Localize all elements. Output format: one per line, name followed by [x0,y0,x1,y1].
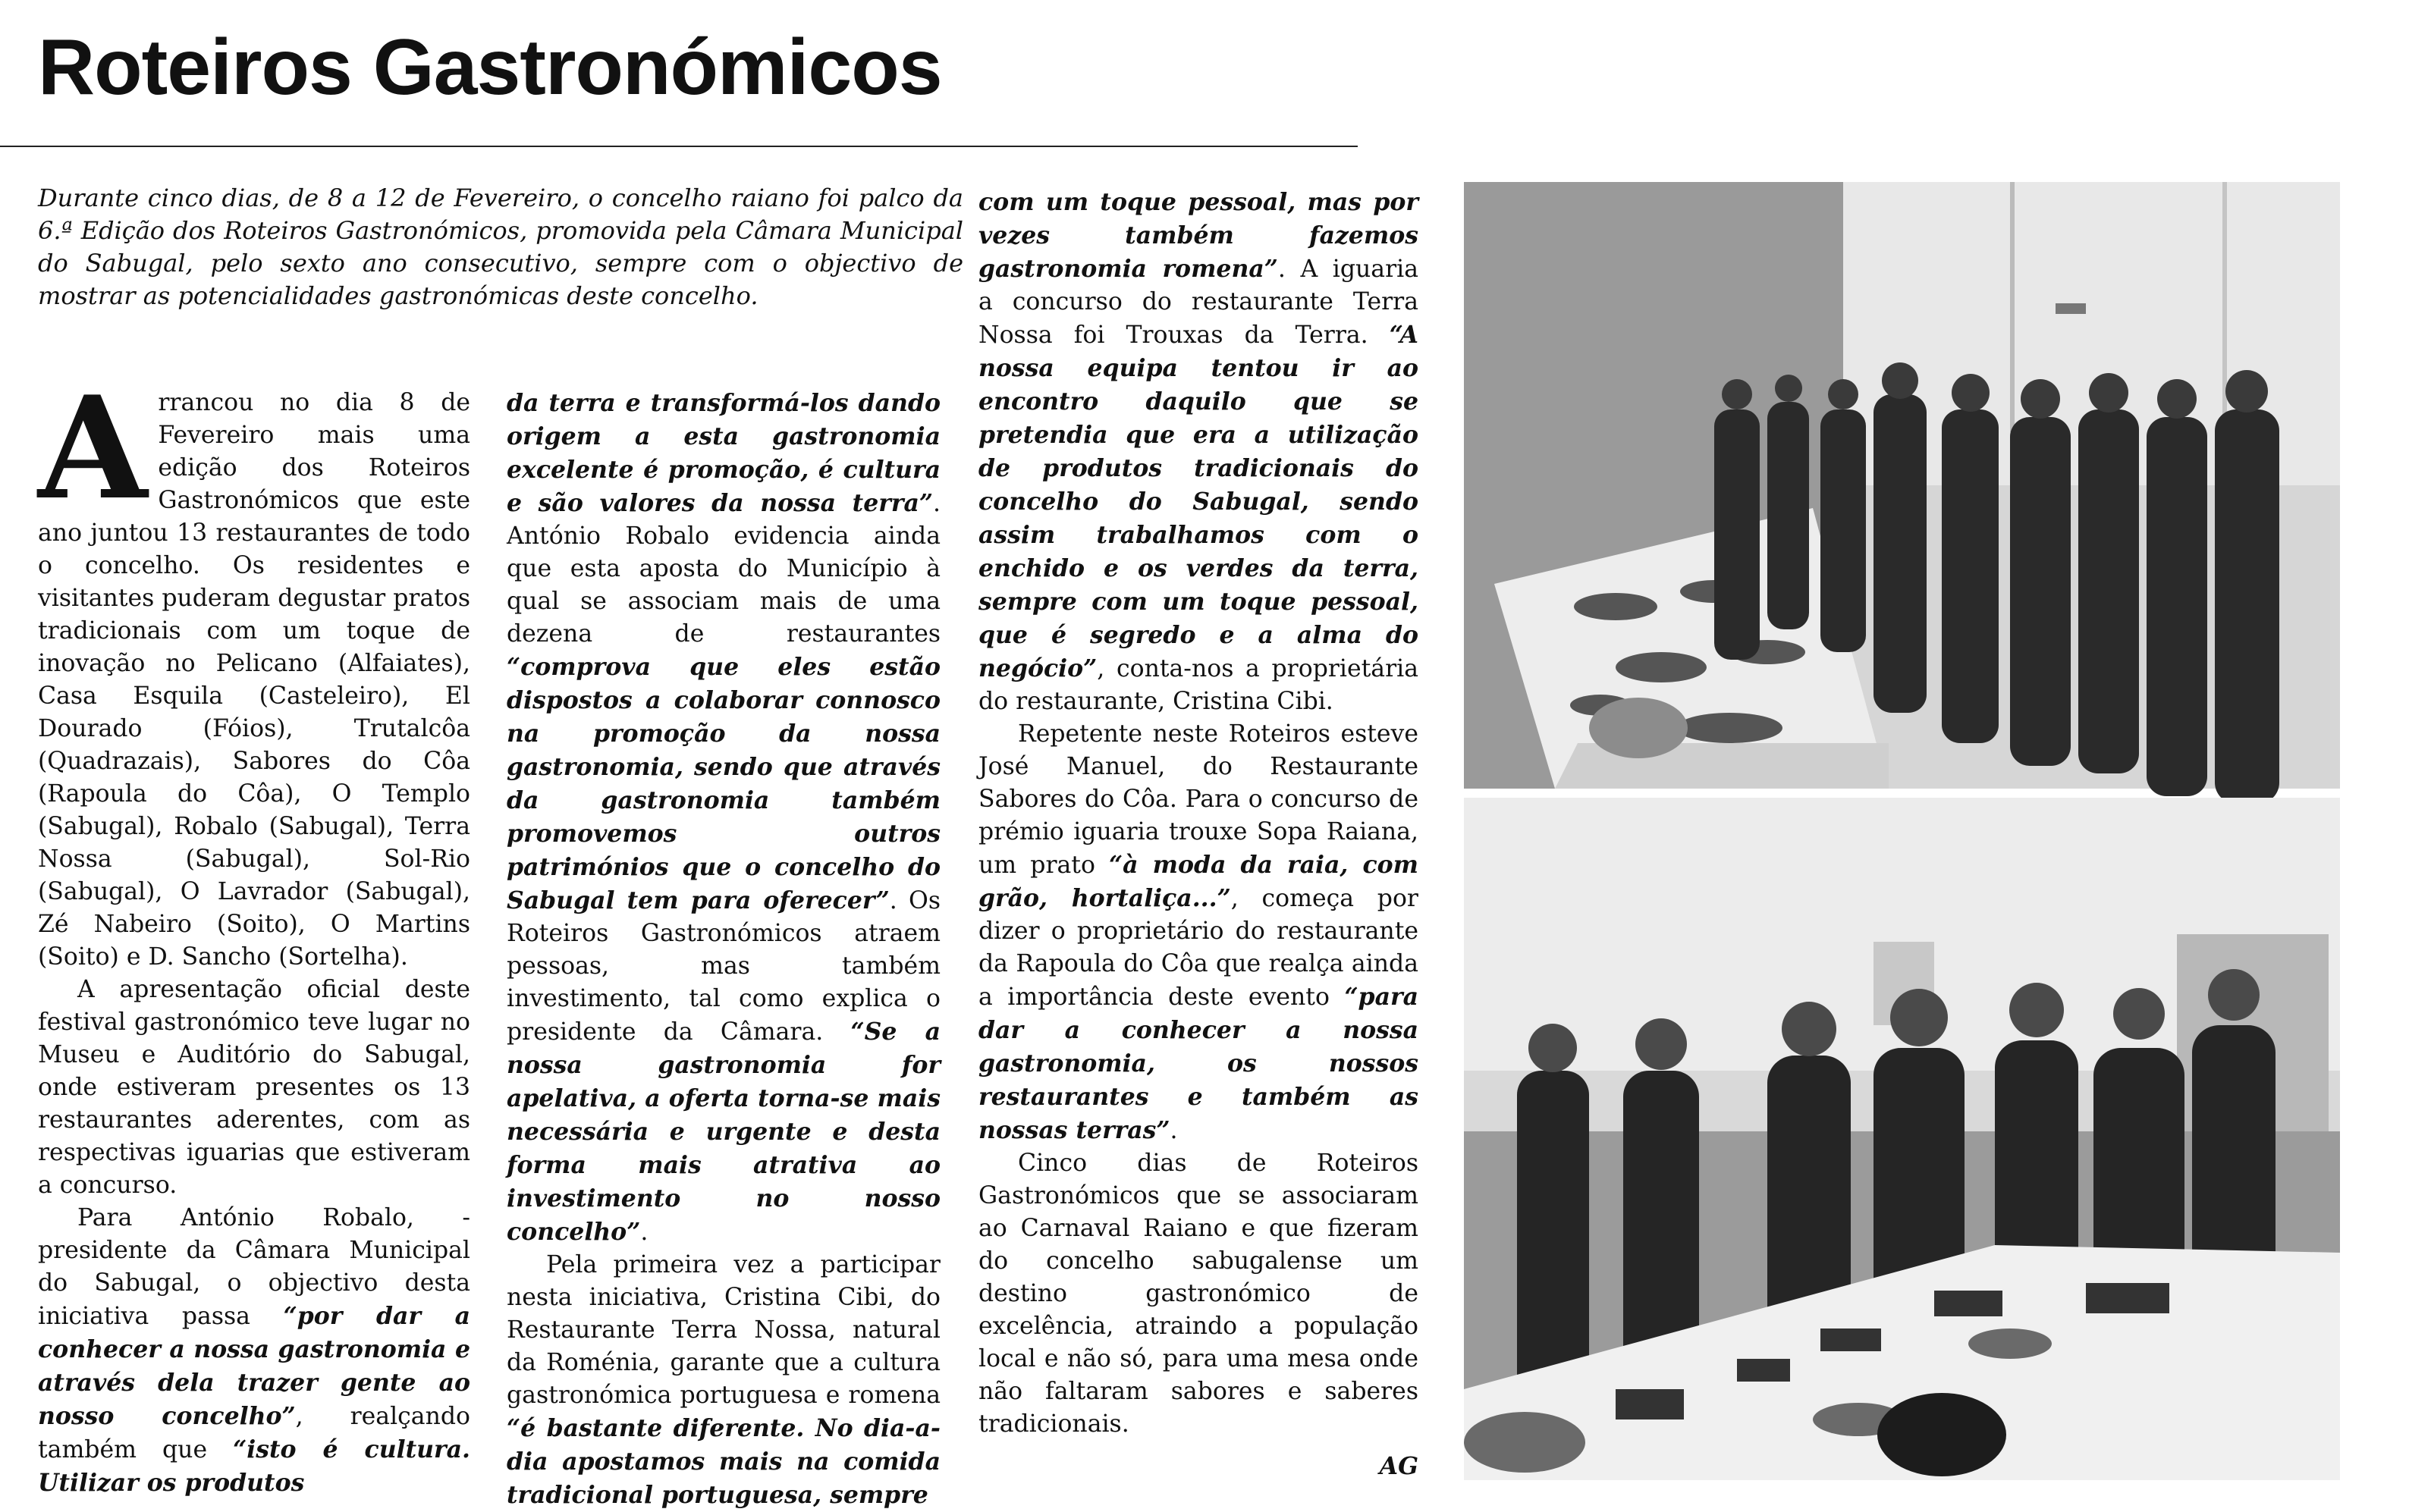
text-run: , começa por dizer o proprietário do restaurante da Rapoula do Côa que realça ainda a importância deste evento [978,885,1418,1011]
quote: “A nossa equipa tentou ir ao encontro daquilo que se pretendia que era a utilização de produtos tradicionais do concelho do Sabugal, sendo assim trabalhamos com o enchido e os verdes da terra, sempre com um toque pessoal, que é segredo e a alma do negócio” [978,321,1418,682]
text-run: rrancou no dia 8 de Fevereiro mais uma edição dos Roteiros Gastronómicos que este ano juntou 13 restaurantes de todo o concelho. Os residentes e visitantes puderam degustar pratos tradicionais com um toque de inovação no Pelicano (Alfaiates), Casa Esquila (Casteleiro), El Dourado (Fóios), Trutalcôa (Quadrazais), Sabores do Côa (Rapoula do Côa), O Templo (Sabugal), Robalo (Sabugal), Terra Nossa (Sabugal), Sol-Rio (Sabugal), O Lavrador (Sabugal), Zé Nabeiro (Soito), O Martins (Soito) e D. Sancho (Sortelha). [38,389,471,971]
paragraph [507,387,941,1249]
headline: Roteiros Gastronómicos [38,24,942,111]
paragraph [507,1249,941,1512]
photo-tasting-table [1464,182,2340,789]
paragraph [38,365,471,974]
paragraph [38,1202,470,1500]
text-run: , conta-nos a proprietária do restaurante, Cristina Cibi. [978,655,1418,715]
text-run: . Os Roteiros Gastronómicos atraem pessoas, mas também investimento, tal como explica o presidente da Câmara. [507,887,941,1046]
quote: “para dar a conhecer a nossa gastronomia, os nossos restaurantes e também as nossas terras” [978,983,1418,1144]
text-run: Repetente neste Roteiros esteve José Manuel, do Restaurante Sabores do Côa. Para o concurso de prémio iguaria trouxe Sopa Raiana, um prato [978,720,1418,879]
text-run: Pela primeira vez a participar nesta iniciativa, Cristina Cibi, do Restaurante Terra Nossa, natural da Roménia, garante que a cultura gastronómica portuguesa e romena [507,1251,941,1409]
text-run: . [640,1219,649,1246]
photo-illustration [1464,182,2340,789]
drop-cap: A [38,365,148,531]
text-run: . [1170,1117,1178,1144]
author-signature: AG [1379,1452,1418,1480]
quote: “isto é cultura. Utilizar os produtos [38,1435,470,1497]
column-3 [978,186,1418,1480]
paragraph [978,718,1418,1147]
quote: “Se a nossa gastronomia for apelativa, a oferta torna-se mais necessária e urgente e desta forma mais atrativa ao investimento no nosso concelho” [507,1018,941,1246]
text-run: . António Robalo evidencia ainda que esta aposta do Município à qual se associam mais de uma dezena de restaurantes [507,490,941,648]
text-run: , realçando também que [38,1403,470,1463]
title-rule [0,146,1358,147]
photo-illustration [1464,798,2340,1480]
column-2 [507,387,941,1509]
lead-paragraph: Durante cinco dias, de 8 a 12 de Fevereiro, o concelho raiano foi palco da 6.ª Edição dos Roteiros Gastronómicos, promovida pela Câmara Municipal do Sabugal, pelo sexto ano consecutivo, sempre com o objectivo de mostrar as potencialidades gastronómicas deste concelho. [38,184,963,310]
quote: “é bastante diferente. No dia-a-dia apostamos mais na comida tradicional portuguesa, sempre [507,1414,941,1509]
quote: “por dar a conhecer a nossa gastronomia e através dela trazer gente ao nosso concelho” [38,1302,470,1430]
paragraph: A apresentação oficial deste festival gastronómico teve lugar no Museu e Auditório do Sabugal, onde estiveram presentes os 13 restaurantes aderentes, com as respectivas iguarias que estiveram a concurso. [38,976,470,1199]
quote: “comprova que eles estão dispostos a colaborar connosco na promoção da nossa gastronomia, sendo que através da gastronomia também promovemos outros patrimónios que o concelho do Sabugal tem para oferecer” [507,653,941,914]
photo-guests-standing [1464,798,2340,1480]
text-run: Para António Robalo, -presidente da Câmara Municipal do Sabugal, o objectivo desta iniciativa passa [38,1204,470,1330]
quote: “à moda da raia, com grão, hortaliça...” [978,851,1418,912]
paragraph [978,186,1418,718]
quote: com um toque pessoal, mas por vezes também fazemos gastronomia romena” [978,188,1418,283]
text-run: . A iguaria a concurso do restaurante Terra Nossa foi Trouxas da Terra. [978,256,1418,349]
column-1 [38,365,471,1497]
paragraph: Cinco dias de Roteiros Gastronómicos que se associaram ao Carnaval Raiano e que fizeram do concelho sabugalense um destino gastronómico de excelência, atraindo a população local e não só, para uma mesa onde não faltaram sabores e saberes tradicionais. [978,1150,1418,1438]
quote: da terra e transformá-los dando origem a esta gastronomia excelente é promoção, é cultura e são valores da nossa terra” [507,389,941,517]
